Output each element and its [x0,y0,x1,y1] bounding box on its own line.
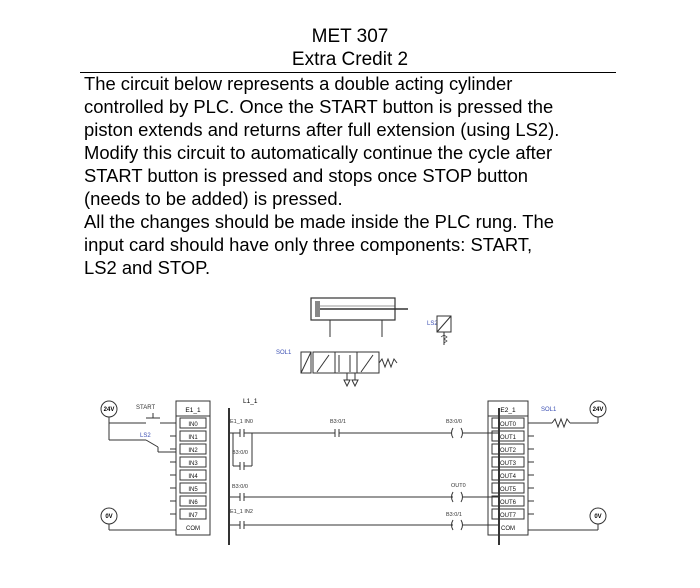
statement-line: START button is pressed and stops once STOP button [84,165,529,186]
start-button [134,405,176,423]
output-slot-label: COM [501,526,515,532]
statement-line: controlled by PLC. Once the START button is pressed the [84,96,554,117]
input-slot-label: IN0 [188,422,198,428]
output-solenoid-label: SOL1 [541,407,557,413]
input-card [170,401,210,535]
input-slot-label: IN5 [188,487,198,493]
directional-valve [276,350,397,386]
ls2-valve-label: LS2 [427,321,438,327]
statement-line: All the changes should be made inside the PLC rung. The [84,211,554,232]
sol1-valve-label: SOL1 [276,350,292,356]
coil-label: B3:0/1 [446,512,462,518]
input-slot-label: IN3 [188,461,198,467]
right-24v-label: 24V [592,407,604,413]
contact-label: E1_1 IN0 [230,419,253,425]
input-slot-label: COM [186,526,200,532]
input-card-title: E1_1 [185,407,201,414]
right-0v-label: 0V [594,514,602,520]
start-button-label: START [136,405,156,411]
right-power-supply [528,401,606,530]
coil-label: OUT0 [451,483,466,489]
input-slot-label: IN1 [188,435,198,441]
input-slot-label: IN2 [188,448,198,454]
output-slot-label: OUT5 [499,487,517,493]
output-slot-label: OUT3 [499,461,517,467]
contact-label: B3:0/0 [232,484,248,490]
statement-line: (needs to be added) is pressed. [84,188,343,209]
ls2-switch [134,433,176,452]
statement-line: The circuit below represents a double acting cylinder [84,73,513,94]
ladder-title: L1_1 [243,398,258,405]
output-slot-label: OUT1 [499,435,517,441]
limit-switch-ls2 [427,316,451,345]
contact-label: E1_1 IN2 [230,509,253,515]
output-slot-label: OUT6 [499,500,517,506]
course-title: MET 307 [311,26,389,47]
left-24v-label: 24V [103,407,115,413]
contact-label: B3:0/0 [232,450,248,456]
left-power-supply [101,401,176,530]
statement-line: piston extends and returns after full extension (using LS2). [84,119,560,140]
contact-label: B3:0/1 [330,419,346,425]
input-slot-label: IN4 [188,474,198,480]
coil-label: B3:0/0 [446,419,462,425]
statement-line: LS2 and STOP. [84,257,211,278]
double-acting-cylinder [311,298,408,337]
ladder-diagram [229,398,499,545]
statement-line: input card should have only three components: START, [84,234,533,255]
assignment-title: Extra Credit 2 [291,49,409,70]
input-slots [170,418,206,532]
left-0v-label: 0V [105,514,113,520]
output-slot-label: OUT2 [499,448,517,454]
statement-line: Modify this circuit to automatically continue the cycle after [84,142,553,163]
input-slot-label: IN7 [188,513,198,519]
output-card-title: E2_1 [500,407,516,414]
output-slot-label: OUT4 [499,474,517,480]
output-slot-label: OUT7 [499,513,517,519]
input-slot-label: IN6 [188,500,198,506]
output-slot-label: OUT0 [499,422,517,428]
output-card [488,401,534,535]
ls2-switch-label: LS2 [140,433,151,439]
